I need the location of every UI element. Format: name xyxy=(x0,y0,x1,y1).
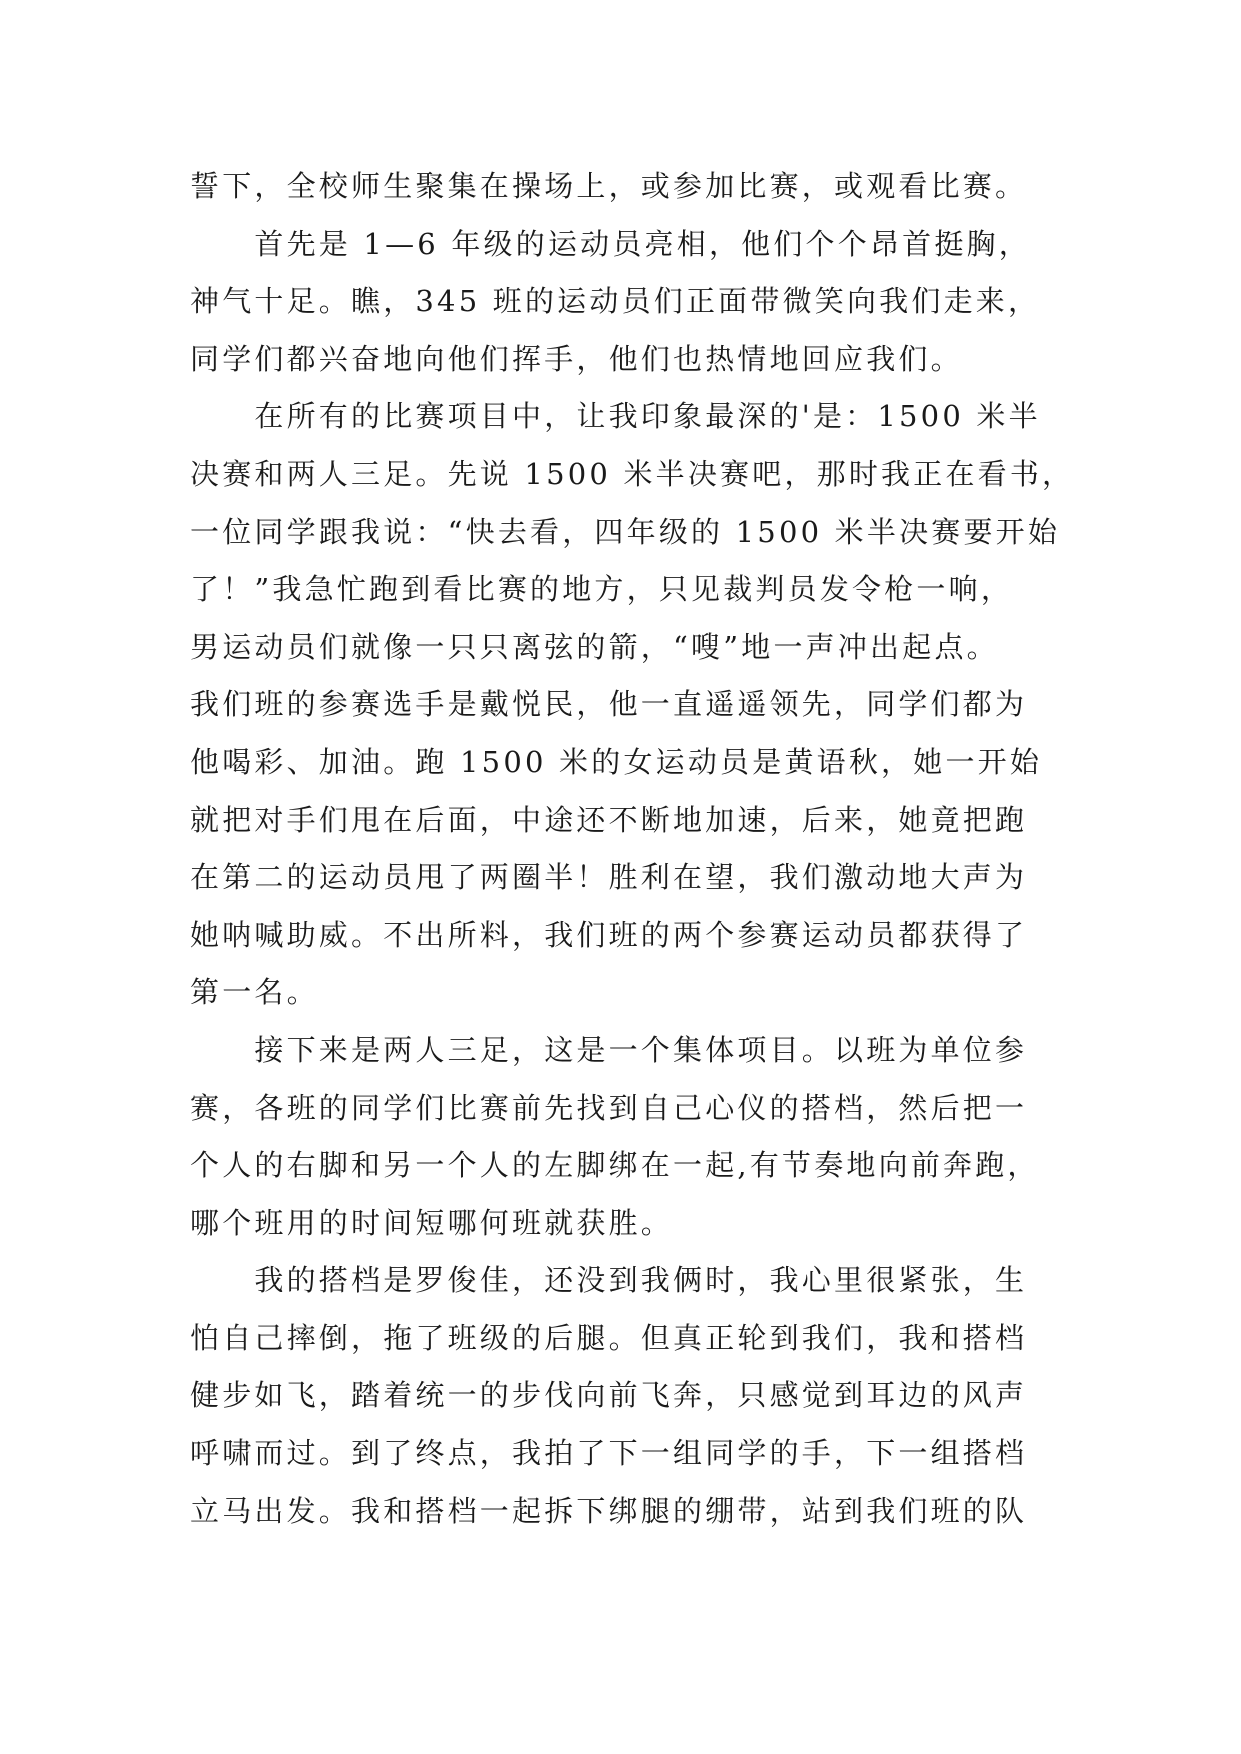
text-line: 赛，各班的同学们比赛前先找到自己心仪的搭档，然后把一 xyxy=(190,1090,1028,1125)
text-line: 我的搭档是罗俊佳，还没到我俩时，我心里很紧张，生 xyxy=(190,1263,1028,1298)
text-line: 男运动员们就像一只只离弦的箭，“嗖”地一声冲出起点。 xyxy=(190,629,999,664)
text-line: 决赛和两人三足。先说 1500 米半决赛吧，那时我正在看书， xyxy=(190,456,1075,491)
text-line: 了！”我急忙跑到看比赛的地方，只见裁判员发令枪一响， xyxy=(190,572,1014,607)
text-line: 一位同学跟我说：“快去看，四年级的 1500 米半决赛要开始 xyxy=(190,514,1061,549)
essay-body xyxy=(190,158,1075,1540)
text-line: 在第二的运动员甩了两圈半！胜利在望，我们激动地大声为 xyxy=(190,860,1028,895)
text-line: 在所有的比赛项目中，让我印象最深的'是：1500 米半 xyxy=(190,399,1041,434)
text-line: 个人的右脚和另一个人的左脚绑在一起,有节奏地向前奔跑， xyxy=(190,1148,1040,1183)
text-line: 第一名。 xyxy=(190,975,319,1010)
text-line: 怕自己摔倒，拖了班级的后腿。但真正轮到我们，我和搭档 xyxy=(190,1320,1028,1355)
text-line: 就把对手们甩在后面，中途还不断地加速，后来，她竟把跑 xyxy=(190,802,1028,837)
text-line: 健步如飞，踏着统一的步伐向前飞奔，只感觉到耳边的风声 xyxy=(190,1378,1028,1413)
text-line: 首先是 1—6 年级的运动员亮相，他们个个昂首挺胸， xyxy=(190,226,1031,261)
text-line: 我们班的参赛选手是戴悦民，他一直遥遥领先，同学们都为 xyxy=(190,687,1028,722)
text-line: 同学们都兴奋地向他们挥手，他们也热情地回应我们。 xyxy=(190,341,963,376)
text-line: 呼啸而过。到了终点，我拍了下一组同学的手，下一组搭档 xyxy=(190,1436,1028,1471)
text-line: 誓下，全校师生聚集在操场上，或参加比赛，或观看比赛。 xyxy=(190,169,1028,203)
text-line: 神气十足。瞧，345 班的运动员们正面带微笑向我们走来， xyxy=(190,284,1041,319)
text-line: 哪个班用的时间短哪何班就获胜。 xyxy=(190,1205,674,1240)
text-line: 接下来是两人三足，这是一个集体项目。以班为单位参 xyxy=(190,1032,1028,1067)
text-line: 她呐喊助威。不出所料，我们班的两个参赛运动员都获得了 xyxy=(190,917,1028,952)
text-line: 立马出发。我和搭档一起拆下绑腿的绷带，站到我们班的队 xyxy=(190,1493,1028,1528)
text-line: 他喝彩、加油。跑 1500 米的女运动员是黄语秋，她一开始 xyxy=(190,744,1043,779)
